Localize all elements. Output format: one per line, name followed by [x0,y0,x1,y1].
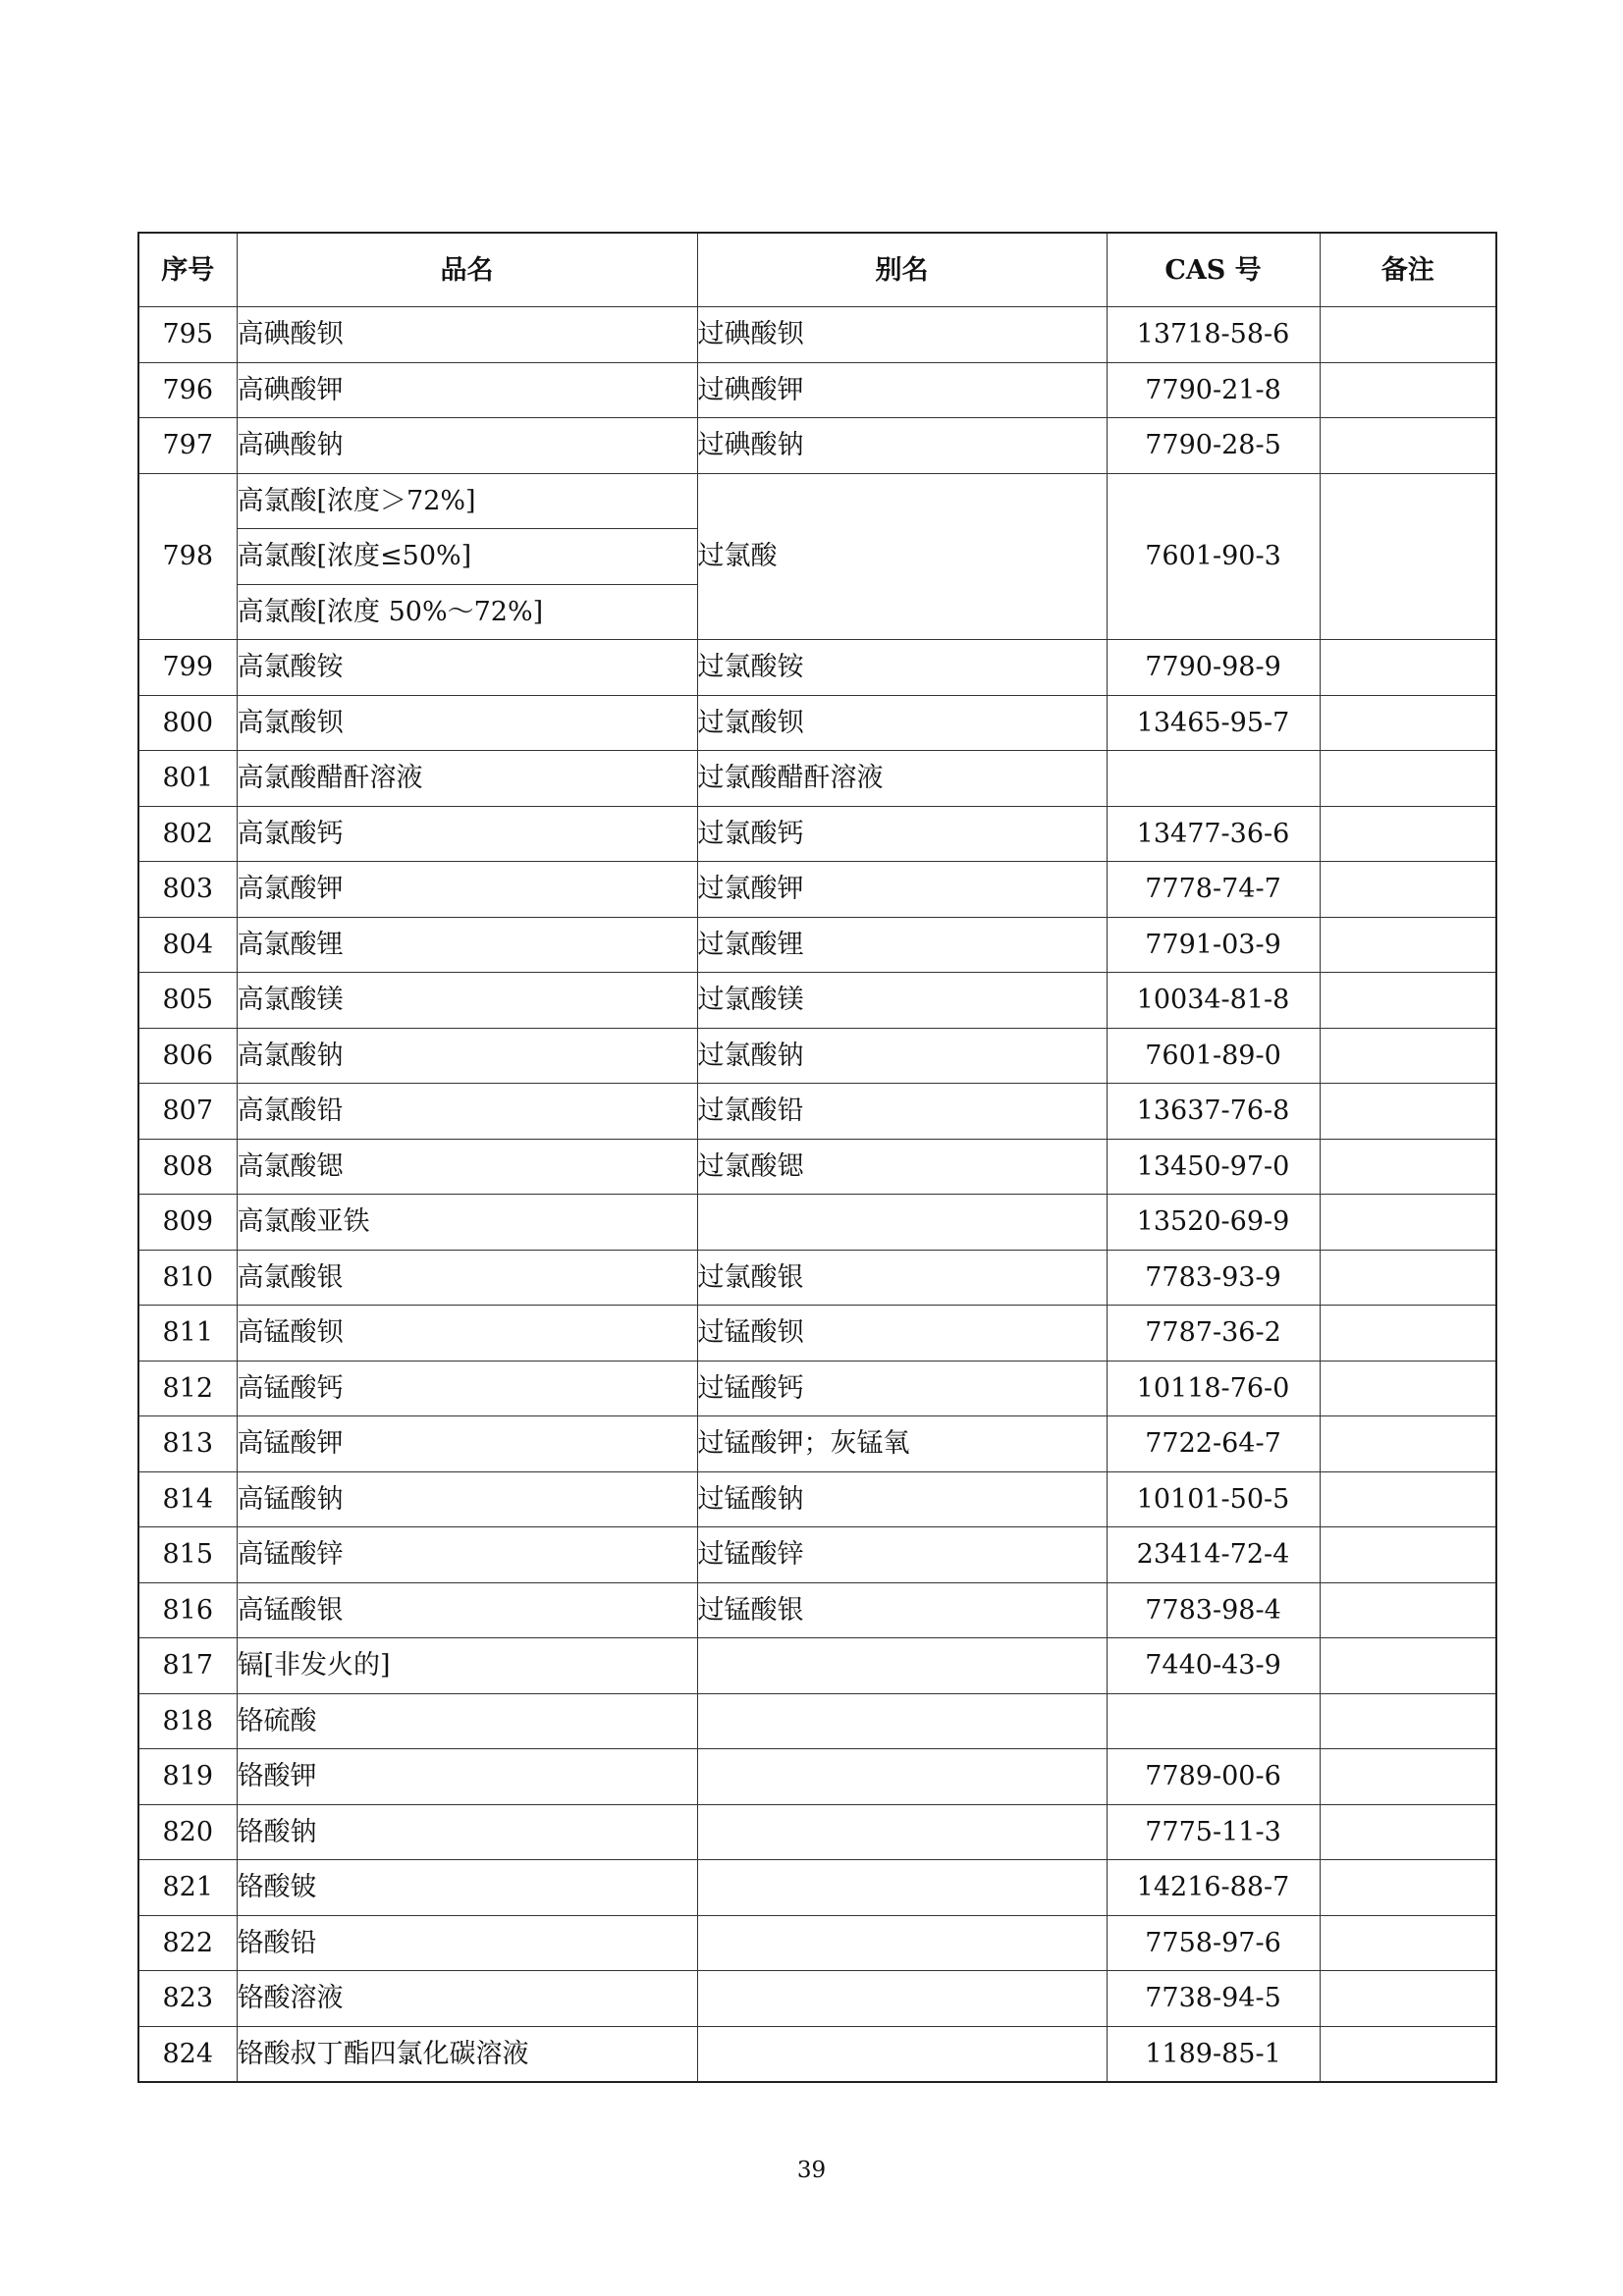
cell-name: 高氯酸铵 [237,640,697,696]
cell-name: 高锰酸钡 [237,1306,697,1362]
cell-alias [697,1860,1107,1916]
cell-note [1320,1860,1496,1916]
table-row [138,695,1496,751]
cell-note [1320,640,1496,696]
cell-seq: 822 [138,1915,237,1971]
cell-seq: 807 [138,1084,237,1140]
table-row [138,1915,1496,1971]
cell-alias: 过氯酸钠 [697,1028,1107,1084]
cell-name: 高锰酸钾 [237,1416,697,1472]
table-row [138,362,1496,418]
cell-cas: 7722-64-7 [1107,1416,1320,1472]
table-row [138,418,1496,474]
table-row [138,307,1496,363]
cell-seq: 808 [138,1139,237,1195]
cell-seq: 823 [138,1971,237,2027]
cell-cas: 7790-21-8 [1107,362,1320,418]
table-row [138,640,1496,696]
cell-note [1320,1028,1496,1084]
cell-seq: 797 [138,418,237,474]
cell-alias: 过氯酸锶 [697,1139,1107,1195]
table-row [138,1860,1496,1916]
cell-name: 高氯酸钡 [237,695,697,751]
table-row [138,1250,1496,1306]
cell-seq: 821 [138,1860,237,1916]
cell-name: 高氯酸钾 [237,862,697,918]
cell-name: 高锰酸银 [237,1582,697,1638]
cell-cas: 7778-74-7 [1107,862,1320,918]
cell-note [1320,473,1496,640]
cell-cas: 10034-81-8 [1107,973,1320,1029]
cell-alias: 过锰酸锌 [697,1527,1107,1583]
cell-alias: 过氯酸醋酐溶液 [697,751,1107,807]
cell-seq: 802 [138,806,237,862]
cell-cas: 13450-97-0 [1107,1139,1320,1195]
cell-note [1320,1527,1496,1583]
cell-cas: 7790-98-9 [1107,640,1320,696]
cell-name: 高氯酸亚铁 [237,1195,697,1251]
cell-cas: 1189-85-1 [1107,2026,1320,2082]
cell-note [1320,1971,1496,2027]
cell-name: 高碘酸钡 [237,307,697,363]
cell-note [1320,307,1496,363]
cell-note [1320,1693,1496,1749]
cell-name: 镉[非发火的] [237,1638,697,1694]
cell-seq: 799 [138,640,237,696]
header-note: 备注 [1320,233,1496,307]
cell-cas: 13520-69-9 [1107,1195,1320,1251]
cell-cas: 7775-11-3 [1107,1804,1320,1860]
cell-note [1320,751,1496,807]
cell-note [1320,1139,1496,1195]
cell-alias [697,1804,1107,1860]
cell-note [1320,695,1496,751]
cell-cas: 13637-76-8 [1107,1084,1320,1140]
cell-seq: 809 [138,1195,237,1251]
cell-cas: 7787-36-2 [1107,1306,1320,1362]
cell-note [1320,1638,1496,1694]
cell-alias: 过氯酸铵 [697,640,1107,696]
cell-note [1320,2026,1496,2082]
cell-name: 高氯酸[浓度 50%～72%] [237,584,697,640]
cell-alias [697,1195,1107,1251]
cell-name: 铬硫酸 [237,1693,697,1749]
table-row [138,1195,1496,1251]
table-row [138,862,1496,918]
cell-note [1320,418,1496,474]
cell-name: 铬酸叔丁酯四氯化碳溶液 [237,2026,697,2082]
cell-cas: 7789-00-6 [1107,1749,1320,1805]
table-row [138,1306,1496,1362]
cell-alias: 过氯酸钡 [697,695,1107,751]
table-row [138,1582,1496,1638]
cell-cas: 7783-98-4 [1107,1582,1320,1638]
cell-name: 高碘酸钾 [237,362,697,418]
cell-alias: 过氯酸 [697,473,1107,640]
cell-alias [697,1638,1107,1694]
cell-note [1320,1250,1496,1306]
cell-alias: 过氯酸锂 [697,917,1107,973]
cell-seq: 812 [138,1361,237,1416]
cell-seq: 818 [138,1693,237,1749]
table-body [138,307,1496,2083]
cell-seq: 800 [138,695,237,751]
cell-alias [697,1971,1107,2027]
table-row [138,1971,1496,2027]
table-header-row [138,233,1496,307]
cell-cas: 7601-89-0 [1107,1028,1320,1084]
cell-note [1320,917,1496,973]
cell-alias [697,1915,1107,1971]
page-number: 39 [796,2158,827,2183]
cell-note [1320,1582,1496,1638]
header-alias: 别名 [697,233,1107,307]
cell-cas: 13465-95-7 [1107,695,1320,751]
table-row [138,1638,1496,1694]
cell-seq: 796 [138,362,237,418]
chemicals-table [137,232,1497,2083]
cell-alias: 过锰酸钾；灰锰氧 [697,1416,1107,1472]
cell-cas: 7791-03-9 [1107,917,1320,973]
table-row [138,751,1496,807]
table-row [138,1471,1496,1527]
cell-note [1320,1416,1496,1472]
cell-name: 高氯酸钙 [237,806,697,862]
cell-name: 高氯酸锂 [237,917,697,973]
cell-name: 高锰酸钙 [237,1361,697,1416]
cell-seq: 804 [138,917,237,973]
cell-alias [697,1749,1107,1805]
cell-note [1320,973,1496,1029]
cell-alias: 过氯酸铅 [697,1084,1107,1140]
table-row [138,1139,1496,1195]
cell-cas: 7440-43-9 [1107,1638,1320,1694]
cell-name: 高氯酸[浓度＞72%] [237,473,697,529]
table-row [138,1804,1496,1860]
cell-alias: 过碘酸钠 [697,418,1107,474]
cell-name: 铬酸钠 [237,1804,697,1860]
cell-alias [697,1693,1107,1749]
cell-cas: 7783-93-9 [1107,1250,1320,1306]
cell-seq: 815 [138,1527,237,1583]
cell-seq: 806 [138,1028,237,1084]
cell-seq: 803 [138,862,237,918]
cell-alias: 过碘酸钾 [697,362,1107,418]
cell-cas: 13477-36-6 [1107,806,1320,862]
cell-seq: 820 [138,1804,237,1860]
table-row [138,806,1496,862]
cell-alias [697,2026,1107,2082]
cell-note [1320,1915,1496,1971]
cell-cas: 23414-72-4 [1107,1527,1320,1583]
cell-alias: 过锰酸钙 [697,1361,1107,1416]
table-row [138,2026,1496,2082]
cell-seq: 798 [138,473,237,640]
cell-alias: 过氯酸钙 [697,806,1107,862]
cell-name: 高氯酸锶 [237,1139,697,1195]
table-row [138,973,1496,1029]
cell-note [1320,1306,1496,1362]
cell-cas: 7738-94-5 [1107,1971,1320,2027]
cell-cas: 7790-28-5 [1107,418,1320,474]
table-row [138,1416,1496,1472]
table-row [138,917,1496,973]
cell-note [1320,862,1496,918]
cell-note [1320,806,1496,862]
cell-name: 铬酸钾 [237,1749,697,1805]
cell-name: 铬酸铅 [237,1915,697,1971]
cell-name: 铬酸铍 [237,1860,697,1916]
cell-cas: 13718-58-6 [1107,307,1320,363]
cell-note [1320,1084,1496,1140]
cell-cas: 7601-90-3 [1107,473,1320,640]
cell-seq: 811 [138,1306,237,1362]
cell-alias: 过锰酸银 [697,1582,1107,1638]
cell-seq: 813 [138,1416,237,1472]
cell-name: 高氯酸铅 [237,1084,697,1140]
cell-alias: 过氯酸镁 [697,973,1107,1029]
cell-seq: 817 [138,1638,237,1694]
cell-name: 高氯酸[浓度≤50%] [237,529,697,585]
cell-seq: 801 [138,751,237,807]
cell-note [1320,1749,1496,1805]
cell-name: 高氯酸钠 [237,1028,697,1084]
cell-note [1320,1195,1496,1251]
table-row [138,1527,1496,1583]
table-row [138,1028,1496,1084]
cell-alias: 过氯酸钾 [697,862,1107,918]
cell-seq: 814 [138,1471,237,1527]
cell-alias: 过氯酸银 [697,1250,1107,1306]
cell-alias: 过锰酸钡 [697,1306,1107,1362]
cell-alias: 过锰酸钠 [697,1471,1107,1527]
cell-seq: 810 [138,1250,237,1306]
cell-name: 高碘酸钠 [237,418,697,474]
cell-name: 高氯酸醋酐溶液 [237,751,697,807]
table-row [138,1084,1496,1140]
cell-seq: 824 [138,2026,237,2082]
cell-cas [1107,751,1320,807]
cell-name: 高氯酸银 [237,1250,697,1306]
table-row [138,1749,1496,1805]
header-seq: 序号 [138,233,237,307]
cell-name: 高锰酸锌 [237,1527,697,1583]
cell-seq: 795 [138,307,237,363]
header-name: 品名 [237,233,697,307]
cell-name: 高锰酸钠 [237,1471,697,1527]
cell-cas: 10118-76-0 [1107,1361,1320,1416]
table-row [138,1693,1496,1749]
cell-cas: 7758-97-6 [1107,1915,1320,1971]
cell-name: 铬酸溶液 [237,1971,697,2027]
cell-alias: 过碘酸钡 [697,307,1107,363]
cell-seq: 816 [138,1582,237,1638]
cell-cas: 10101-50-5 [1107,1471,1320,1527]
table-row [138,1361,1496,1416]
cell-seq: 805 [138,973,237,1029]
cell-note [1320,1361,1496,1416]
cell-seq: 819 [138,1749,237,1805]
cell-note [1320,1804,1496,1860]
cell-note [1320,362,1496,418]
cell-cas: 14216-88-7 [1107,1860,1320,1916]
table-row [138,473,1496,529]
cell-note [1320,1471,1496,1527]
cell-name: 高氯酸镁 [237,973,697,1029]
header-cas: CAS 号 [1107,233,1320,307]
cell-cas [1107,1693,1320,1749]
